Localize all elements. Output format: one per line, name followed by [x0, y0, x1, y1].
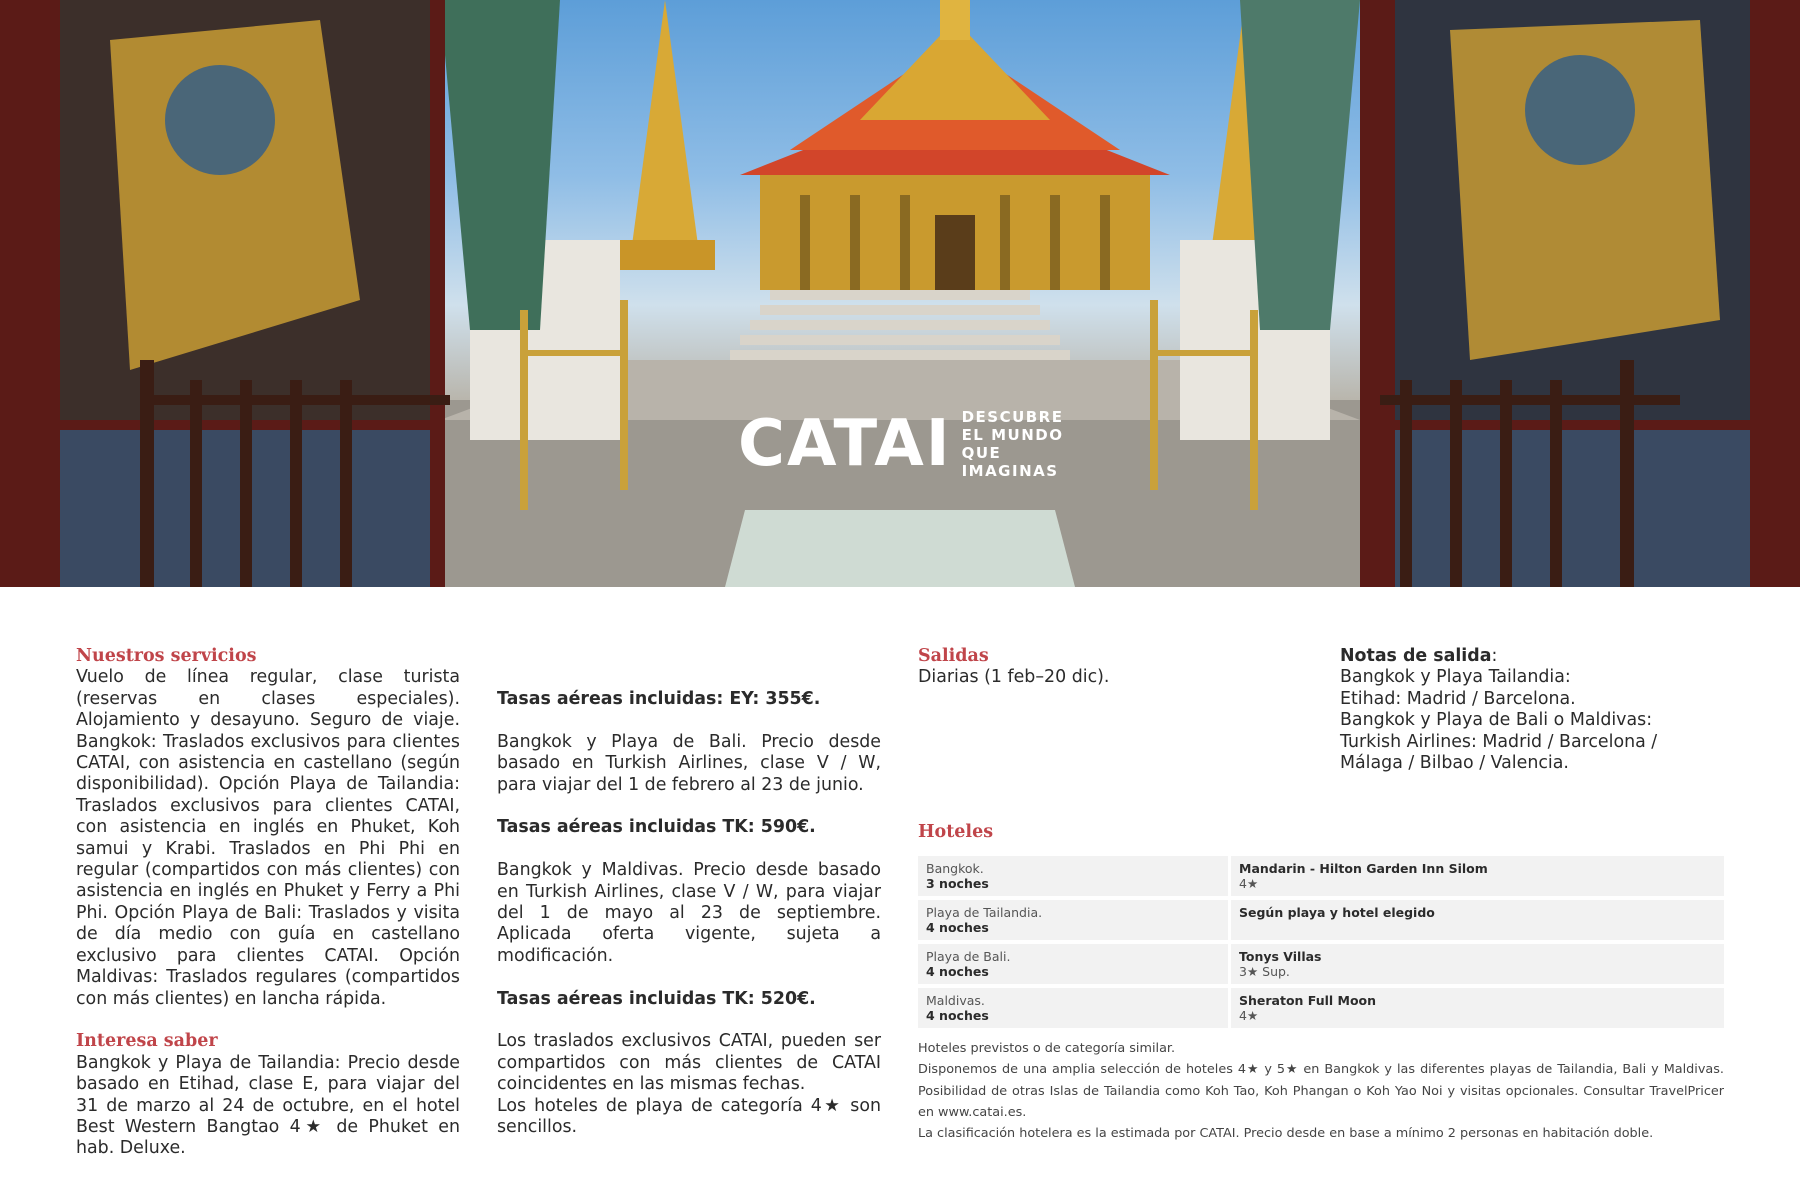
destination-nights: 4 noches [926, 920, 989, 935]
notas-line: Bangkok y Playa de Bali o Maldivas: [1340, 710, 1653, 731]
hotel-name-cell [1231, 856, 1724, 896]
hotel-destination-cell [918, 944, 1228, 984]
bali-text: Bangkok y Playa de Bali. Precio desde basado en Turkish Airlines, clase V / W, para viajar del 1 de febrero al 23 de junio. [497, 731, 881, 795]
traslados-text: Los traslados exclusivos CATAI, pueden ser compartidos con más clientes de CATAI coincidentes en las mismas fechas. [497, 1031, 881, 1095]
column-notas-salida [1340, 646, 1725, 774]
logo-wordmark: CATAI [738, 407, 952, 481]
salidas-text: Diarias (1 feb–20 dic). [918, 667, 1110, 688]
destination-name: Playa de Bali. [926, 949, 1011, 964]
tasas-tk-520: Tasas aéreas incluidas TK: 520€. [497, 988, 816, 1009]
hotel-destination-cell [918, 856, 1228, 896]
destination-nights: 3 noches [926, 876, 989, 891]
table-row [918, 944, 1724, 984]
hotel-name-cell [1231, 900, 1724, 940]
hotel-name: Sheraton Full Moon [1239, 993, 1377, 1008]
destination-name: Playa de Tailandia. [926, 905, 1043, 920]
table-row [918, 988, 1724, 1028]
hotel-destination-cell [918, 988, 1228, 1028]
hotel-name: Tonys Villas [1239, 949, 1322, 964]
hotel-name: Según playa y hotel elegido [1239, 905, 1435, 920]
notas-heading: Notas de salida [1340, 646, 1492, 666]
notas-line: Turkish Airlines: Madrid / Barcelona / Málaga / Bilbao / Valencia. [1340, 731, 1658, 774]
maldivas-text: Bangkok y Maldivas. Precio desde basado en Turkish Airlines, clase V / W, para viajar del 1 de mayo al 23 de septiembre. Aplicada oferta vigente, sujeta a modificación. [497, 860, 881, 966]
hotel-name-cell [1231, 988, 1724, 1028]
logo-tagline: DESCUBRE EL MUNDO QUE IMAGINAS [961, 408, 1064, 480]
hotels-notes [918, 1038, 1724, 1144]
services-heading: Nuestros servicios [76, 646, 257, 666]
hotels-table [918, 856, 1724, 1032]
mint-tab-shape [725, 510, 1075, 587]
interesa-heading: Interesa saber [76, 1031, 218, 1052]
destination-name: Bangkok. [926, 861, 984, 876]
notas-line: Etihad: Madrid / Barcelona. [1340, 688, 1576, 709]
table-row [918, 856, 1724, 896]
hotel-category: 4★ [1239, 876, 1259, 891]
destination-nights: 4 noches [926, 964, 989, 979]
notas-colon: : [1491, 646, 1498, 666]
tasas-tk-590: Tasas aéreas incluidas TK: 590€. [497, 817, 816, 838]
hotels-note: Disponemos de una amplia selección de hoteles 4★ y 5★ en Bangkok y las diferentes playas de Tailandia, Bali y Maldivas. Posibilidad de otras Islas de Tailandia como Koh Tao, Koh Phangan o Koh Yao Noi y visitas opcionales. Consultar TravelPricer en www.catai.es. [918, 1062, 1724, 1120]
interesa-text: Bangkok y Playa de Tailandia: Precio desde basado en Etihad, clase E, para viajar del 31 de marzo al 24 de octubre, en el hotel Best Western Bangtao 4★ de Phuket en hab. Deluxe. [76, 1052, 460, 1159]
services-text: Vuelo de línea regular, clase turista (reservas en clases especiales). Alojamiento y desayuno. Seguro de viaje. Bangkok: Traslados exclusivos para clientes CATAI, con asistencia en castellano (según disponibilidad). Opción Playa de Tailandia: Traslados exclusivos para clientes CATAI, con asistencia en inglés en Phuket, Koh samui y Krabi. Traslados en Phi Phi en regular (compartidos con más clientes) con asistencia en inglés en Phuket y Ferry a Phi Phi. Opción Playa de Bali: Traslados y visita de día medio con guía en castellano exclusivo para clientes CATAI. Opción Maldivas: Traslados regulares (compartidos con más clientes) en lancha rápida. [76, 667, 460, 1009]
temple-illustration [0, 0, 1800, 587]
destination-nights: 4 noches [926, 1008, 989, 1023]
column-interesa-cont [497, 689, 881, 1138]
hoteles-playa-text: Los hoteles de playa de categoría 4★ son sencillos. [497, 1095, 881, 1138]
hotels-note: Hoteles previstos o de categoría similar. [918, 1041, 1176, 1056]
hotel-name-cell [1231, 944, 1724, 984]
column-salidas [918, 646, 1338, 689]
destination-name: Maldivas. [926, 993, 985, 1008]
column-services [76, 646, 460, 1160]
hero-photo-temple [0, 0, 1800, 587]
hotel-category: 4★ [1239, 1008, 1259, 1023]
tasas-ey: Tasas aéreas incluidas: EY: 355€. [497, 689, 821, 709]
notas-line: Bangkok y Playa Tailandia: [1340, 667, 1571, 688]
hotel-name: Mandarin - Hilton Garden Inn Silom [1239, 861, 1488, 876]
salidas-heading: Salidas [918, 646, 989, 666]
hotel-destination-cell [918, 900, 1228, 940]
catai-logo [738, 408, 1092, 480]
hotel-category: 3★ Sup. [1239, 964, 1290, 979]
hotels-note: La clasificación hotelera es la estimada por CATAI. Precio desde en base a mínimo 2 personas en habitación doble. [918, 1126, 1654, 1142]
table-row [918, 900, 1724, 940]
hoteles-heading: Hoteles [918, 822, 994, 842]
